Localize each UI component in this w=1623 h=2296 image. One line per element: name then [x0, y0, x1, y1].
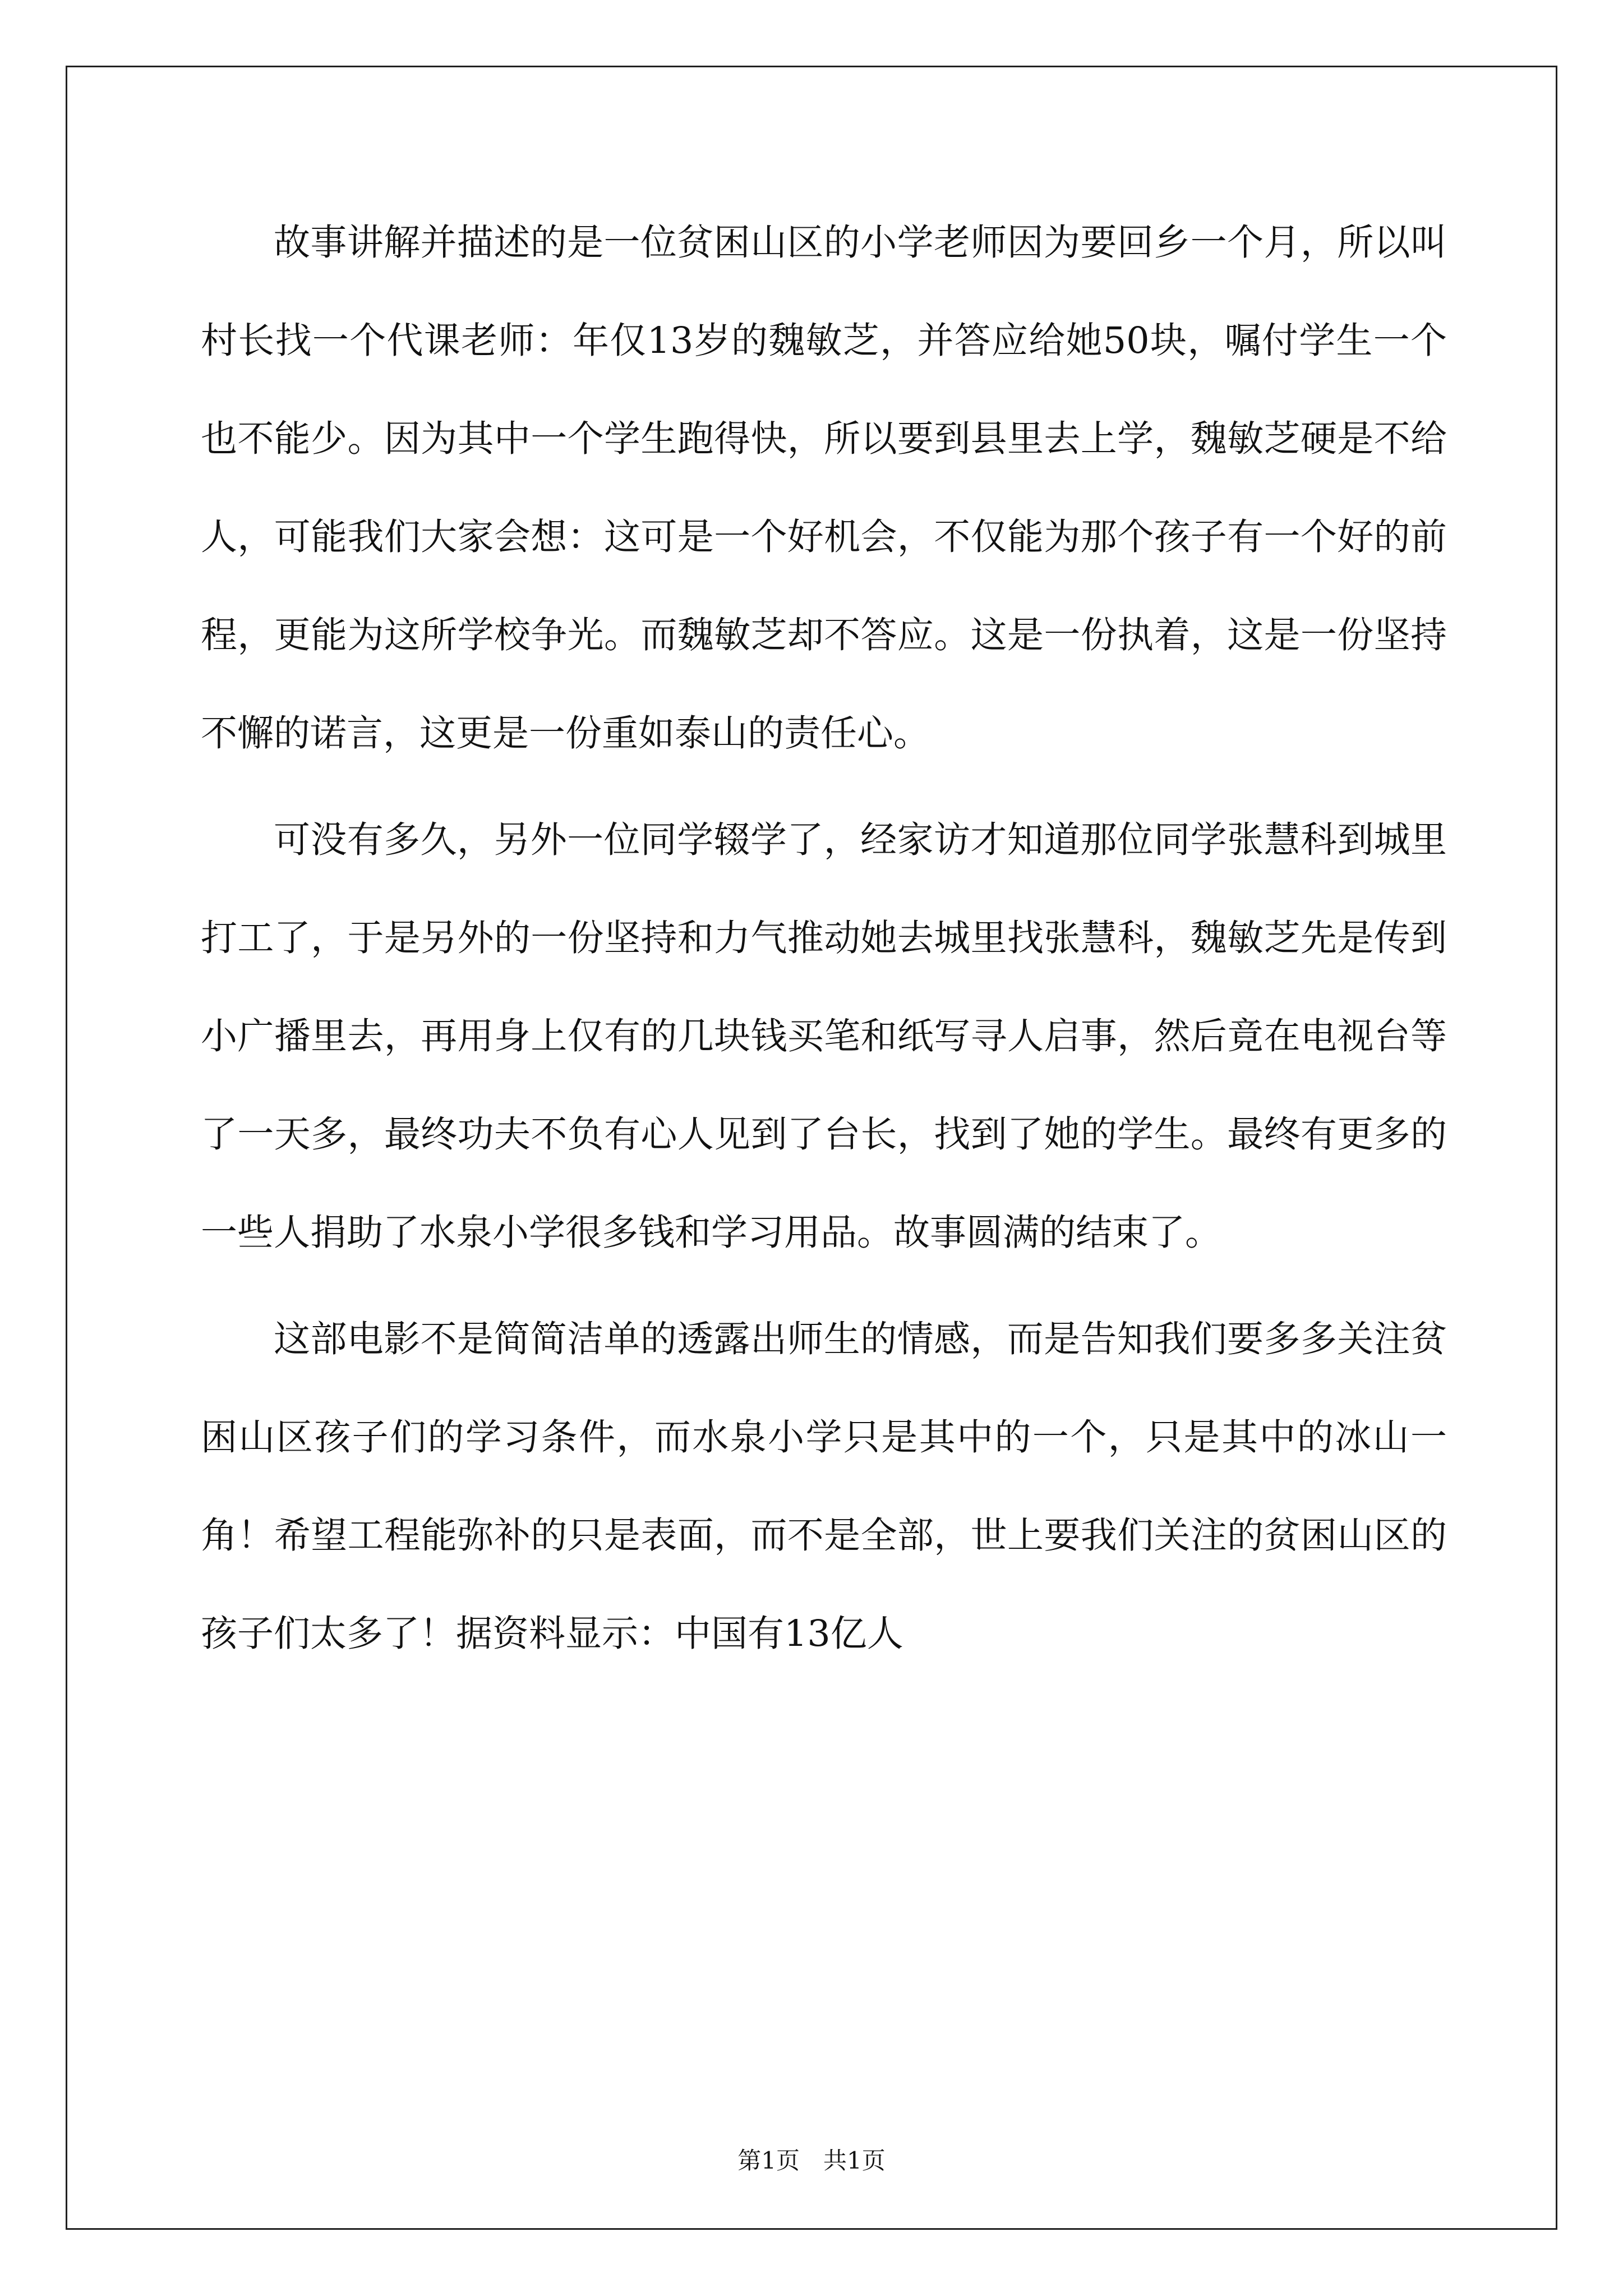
page-number-footer: 第1页 共1页 [737, 2147, 886, 2174]
document-body [201, 194, 1447, 1683]
paragraph-3: 这部电影不是简简洁单的透露出师生的情感，而是告知我们要多多关注贫困山区孩子们的学习条件，而水泉小学只是其中的一个，只是其中的冰山一角！希望工程能弥补的只是表面，而不是全部，世上要我们关注的贫困山区的孩子们太多了！据资料显示：中国有13亿人 [201, 1318, 1447, 1655]
paragraph-2: 可没有多久，另外一位同学辍学了，经家访才知道那位同学张慧科到城里打工了，于是另外的一份坚持和力气推动她去城里找张慧科，魏敏芝先是传到小广播里去，再用身上仅有的几块钱买笔和纸写寻人启事，然后竟在电视台等了一天多，最终功夫不负有心人见到了台长，找到了她的学生。最终有更多的一些人捐助了水泉小学很多钱和学习用品。故事圆满的结束了。 [201, 819, 1447, 1254]
paragraph-1: 故事讲解并描述的是一位贫困山区的小学老师因为要回乡一个月，所以叫村长找一个代课老师：年仅13岁的魏敏芝，并答应给她50块，嘱付学生一个也不能少。因为其中一个学生跑得快，所以要到县里去上学，魏敏芝硬是不给人，可能我们大家会想：这可是一个好机会，不仅能为那个孩子有一个好的前程，更能为这所学校争光。而魏敏芝却不答应。这是一份执着，这是一份坚持不懈的诺言，这更是一份重如泰山的责任心。 [201, 222, 1447, 754]
